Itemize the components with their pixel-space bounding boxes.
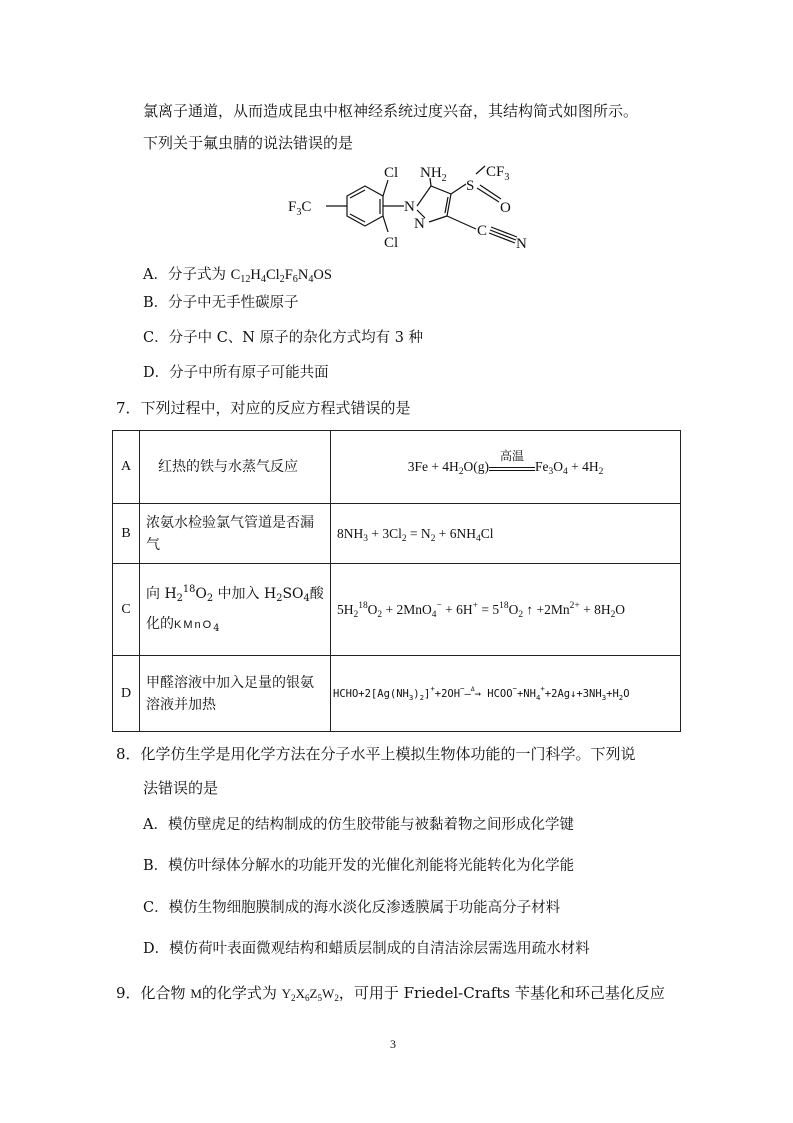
intro-line-1: 氯离子通道，从而造成昆虫中枢神经系统过度兴奋，其结构简式如图所示。 — [143, 102, 639, 120]
carbon-label: C — [477, 223, 488, 239]
n2-label: N — [414, 216, 425, 232]
q8-option-d: D．模仿荷叶表面微观结构和蜡质层制成的自清洁涂层需选用疏水材料 — [143, 941, 590, 957]
nitrogen-nitrile-label: N — [516, 236, 527, 252]
oxygen-label: O — [500, 200, 511, 216]
table-row — [113, 504, 681, 564]
q6-option-a: A．分子式为 $C_{12}H_4Cl_2F_6N_4OS$ — [143, 267, 332, 285]
row-description: 甲醛溶液中加入足量的银氨溶液并加热 — [140, 656, 331, 732]
f3c-label: $F_3C$ — [288, 199, 312, 218]
row-description: 浓氨水检验氯气管道是否漏气 — [140, 504, 331, 564]
q8-stem-line-1: 8．化学仿生学是用化学方法在分子水平上模拟生物体功能的一门科学。下列说 — [116, 745, 636, 763]
q6-option-c: C．分子中 C、N 原子的杂化方式均有 3 种 — [143, 330, 424, 346]
cl-bottom-label: Cl — [384, 235, 399, 251]
q7-reaction-table — [112, 430, 681, 732]
table-row — [113, 431, 681, 504]
q7-stem: 7．下列过程中，对应的反应方程式错误的是 — [116, 399, 411, 417]
cf3-label: $CF_3$ — [486, 164, 510, 183]
equation-a: $3Fe + 4H_2O(g)$ 高温 $Fe_3O_4 + 4H_2$ — [331, 431, 681, 504]
nh2-label: $NH_2$ — [420, 165, 447, 184]
row-label: A — [113, 431, 140, 504]
q8-option-c: C．模仿生物细胞膜制成的海水淡化反渗透膜属于功能高分子材料 — [143, 900, 561, 916]
q6-option-d: D．分子中所有原子可能共面 — [143, 365, 329, 381]
equation-d: $HCHO+2[Ag(NH_3)_2]^++2OH^--^\Delta\to$ $HCOO^-+NH_4^++2Ag↓+3NH_3+H_2O$ — [331, 656, 681, 732]
cl-top-label: Cl — [384, 165, 399, 181]
intro-line-2: 下列关于氟虫腈的说法错误的是 — [143, 134, 354, 152]
q6-option-b: B．分子中无手性碳原子 — [143, 295, 299, 311]
q8-stem-line-2: 法错误的是 — [143, 779, 219, 797]
row-label: B — [113, 504, 140, 564]
row-description: 向 $H_2^{18}O_2$ 中加入 $H_2SO_4$酸化的KMnO$_4$ — [140, 564, 331, 656]
sulfur-label: S — [466, 178, 475, 194]
equation-b: $8NH_3 + 3Cl_2 = N_2 + 6NH_4Cl$ — [331, 504, 681, 564]
equation-c: $5H_2^{18}O_2 + 2MnO_4^- + 6H^+ = 5^{18}O_2$ ↑ $+2Mn^{2+} + 8H_2O$ — [331, 564, 681, 656]
fipronil-structure — [280, 160, 540, 252]
row-label: C — [113, 564, 140, 656]
q8-option-a: A．模仿壁虎足的结构制成的仿生胶带能与被黏着物之间形成化学键 — [143, 817, 574, 833]
page-number: 3 — [390, 1037, 396, 1051]
q8-option-b: B．模仿叶绿体分解水的功能开发的光催化剂能将光能转化为化学能 — [143, 858, 575, 874]
row-label: D — [113, 656, 140, 732]
q9-stem: 9．化合物 M的化学式为 $Y_2X_6Z_5W_2$，可用于 Friedel-Crafts 苄基化和环己基化反应 — [116, 984, 665, 1003]
table-row — [113, 564, 681, 656]
row-description: 红热的铁与水蒸气反应 — [140, 431, 331, 504]
n1-label: N — [404, 199, 415, 215]
table-row — [113, 656, 681, 732]
